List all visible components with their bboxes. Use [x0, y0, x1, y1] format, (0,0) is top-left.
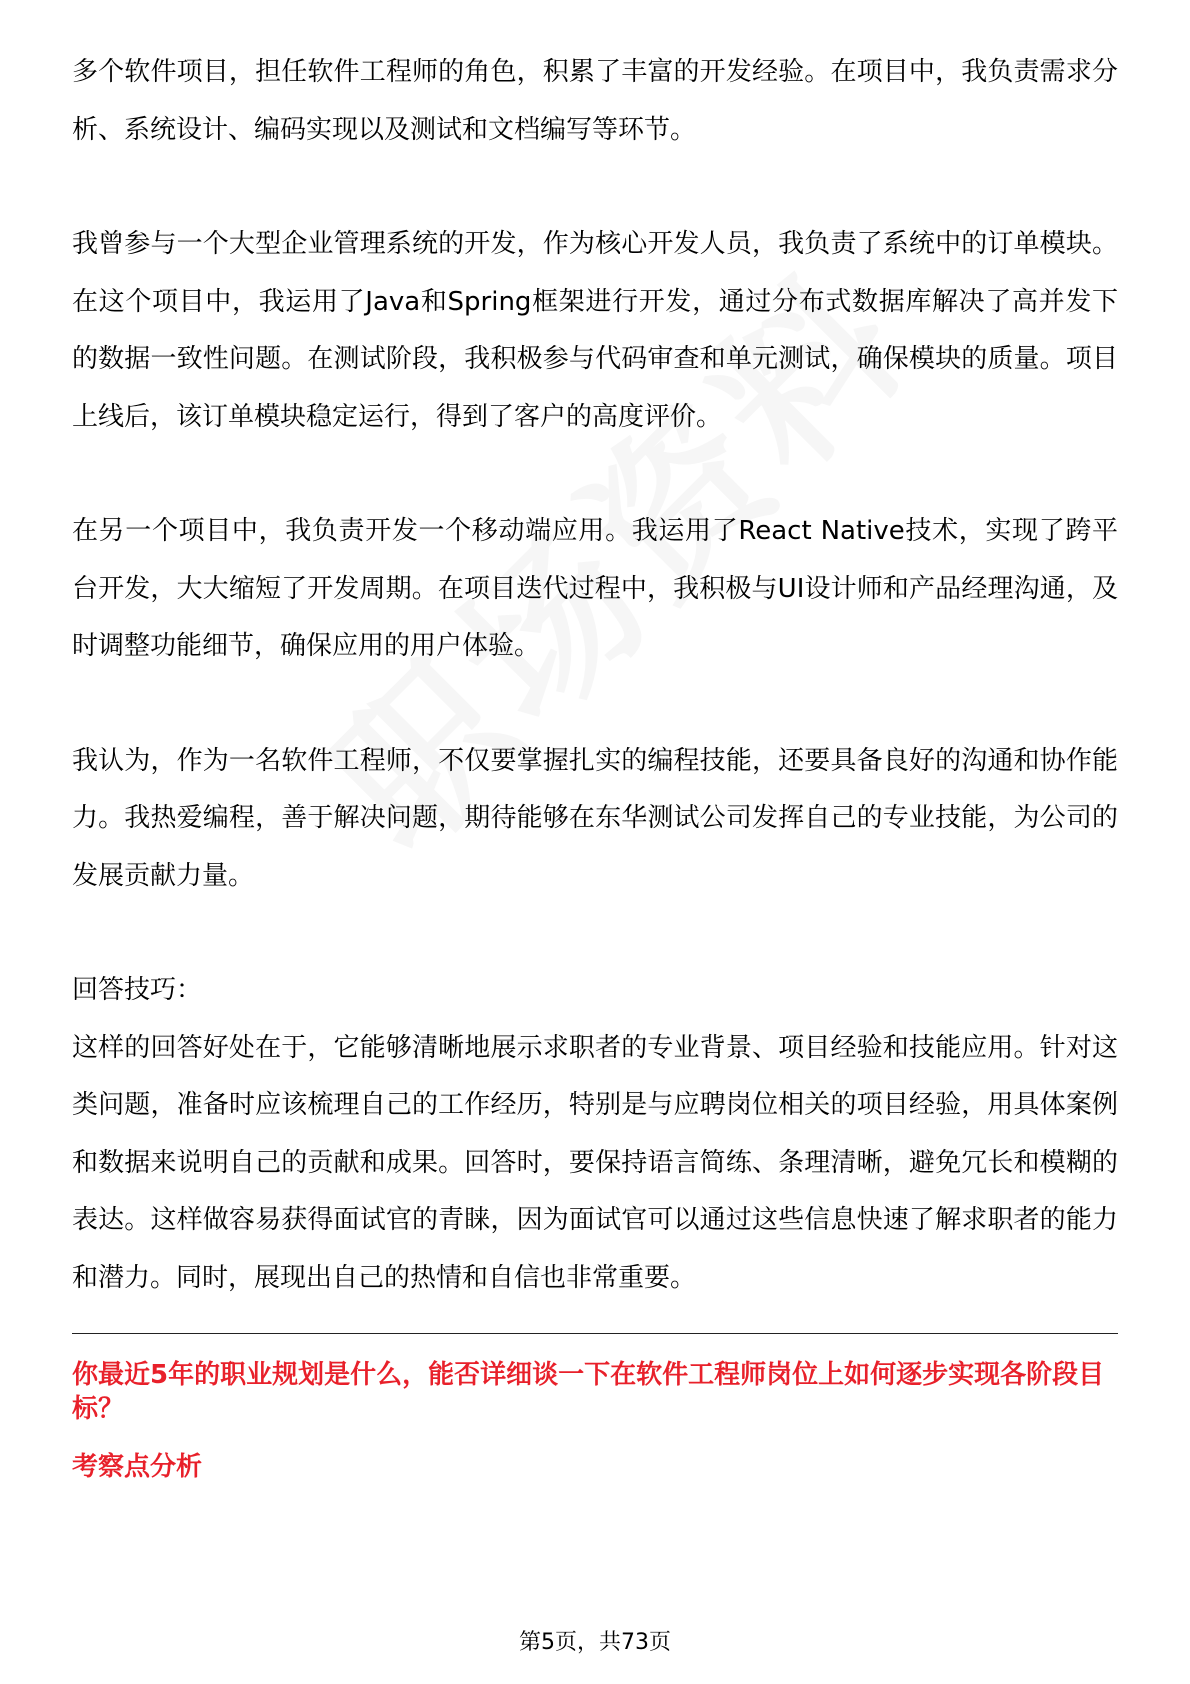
- paragraph-gap: [72, 159, 1118, 216]
- next-question: 你最近5年的职业规划是什么，能否详细谈一下在软件工程师岗位上如何逐步实现各阶段目标？: [72, 1360, 1105, 1424]
- paragraph-3: 在另一个项目中，我负责开发一个移动端应用。我运用了React Native技术，实现了跨平台开发，大大缩短了开发周期。在项目迭代过程中，我积极与UI设计师和产品经理沟通，及时调整功能细节，确保应用的用户体验。: [72, 516, 1118, 661]
- paragraph-gap: [72, 905, 1118, 962]
- paragraph-gap: [72, 676, 1118, 733]
- section-divider: [72, 1333, 1118, 1334]
- page-footer: 第5页，共73页: [519, 1630, 671, 1655]
- tips-text: 这样的回答好处在于，它能够清晰地展示求职者的专业背景、项目经验和技能应用。针对这类问题，准备时应该梳理自己的工作经历，特别是与应聘岗位相关的项目经验，用具体案例和数据来说明自己的贡献和成果。回答时，要保持语言简练、条理清晰，避免冗长和模糊的表达。这样做容易获得面试官的青睐，因为面试官可以通过这些信息快速了解求职者的能力和潜力。同时，展现出自己的热情和自信也非常重要。: [72, 1032, 1118, 1293]
- section-title-analysis: 考察点分析: [72, 1452, 203, 1482]
- paragraph-2: 我曾参与一个大型企业管理系统的开发，作为核心开发人员，我负责了系统中的订单模块。在这个项目中，我运用了Java和Spring框架进行开发，通过分布式数据库解决了高并发下的数据一致性问题。在测试阶段，我积极参与代码审查和单元测试，确保模块的质量。项目上线后，该订单模块稳定运行，得到了客户的高度评价。: [72, 229, 1118, 432]
- paragraph-4: 我认为，作为一名软件工程师，不仅要掌握扎实的编程技能，还要具备良好的沟通和协作能力。我热爱编程，善于解决问题，期待能够在东华测试公司发挥自己的专业技能，为公司的发展贡献力量。: [72, 745, 1118, 891]
- document-page: [72, 44, 1118, 1484]
- paragraph-gap: [72, 446, 1118, 503]
- tips-label: 回答技巧：: [72, 975, 203, 1005]
- paragraph-1: 多个软件项目，担任软件工程师的角色，积累了丰富的开发经验。在项目中，我负责需求分析、系统设计、编码实现以及测试和文档编写等环节。: [72, 57, 1118, 145]
